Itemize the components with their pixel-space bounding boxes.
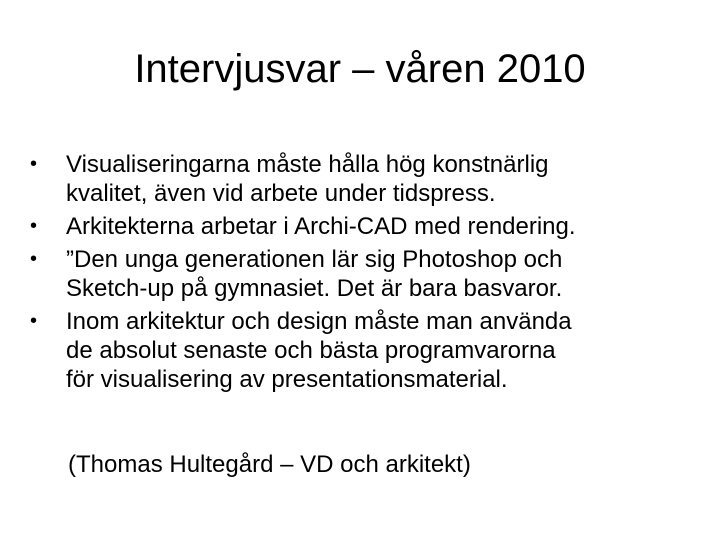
bullet-item	[30, 212, 700, 241]
bullet-list	[30, 150, 700, 398]
bullet-text-line: Arkitekterna arbetar i Archi-CAD med rendering.	[66, 213, 576, 240]
bullet-text-line: Inom arkitektur och design måste man använda	[66, 308, 572, 335]
bullet-dot: •	[30, 310, 38, 332]
bullet-item	[30, 150, 700, 208]
bullet-item	[30, 307, 700, 394]
bullet-text-line: de absolut senaste och bästa programvarorna	[66, 337, 556, 364]
bullet-dot: •	[30, 153, 38, 175]
bullet-text-line: Visualiseringarna måste hålla hög konstnärlig	[66, 151, 549, 178]
bullet-text-line: kvalitet, även vid arbete under tidspress.	[66, 180, 496, 207]
bullet-item	[30, 245, 700, 303]
bullet-text-line: ”Den unga generationen lär sig Photoshop och	[66, 246, 563, 273]
bullet-dot: •	[30, 215, 38, 237]
bullet-dot: •	[30, 248, 38, 270]
bullet-text-line: för visualisering av presentationsmaterial.	[66, 366, 508, 393]
bullet-text-line: Sketch-up på gymnasiet. Det är bara basvaror.	[66, 275, 563, 302]
slide-title: Intervjusvar – våren 2010	[134, 47, 586, 91]
quote-attribution: (Thomas Hultegård – VD och arkitekt)	[68, 451, 471, 478]
